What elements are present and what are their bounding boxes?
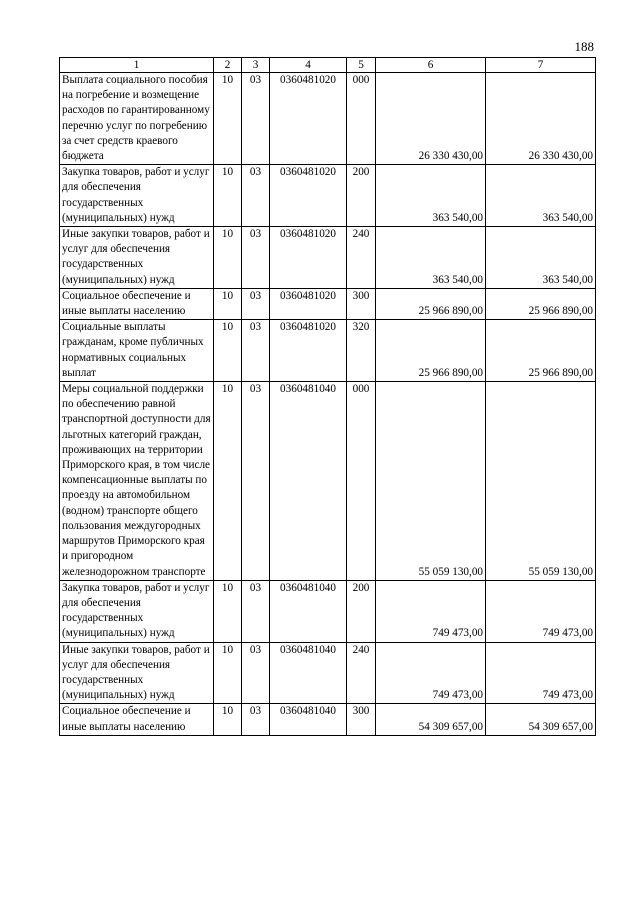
row-amount-2: 55 059 130,00 [486, 382, 596, 581]
row-name: Социальное обеспечение и иные выплаты населению [60, 704, 214, 735]
row-target-article: 0360481040 [270, 580, 347, 642]
row-amount-1: 25 966 890,00 [376, 320, 486, 382]
row-section: 10 [214, 382, 242, 581]
row-amount-1: 363 540,00 [376, 165, 486, 227]
row-amount-1: 54 309 657,00 [376, 704, 486, 735]
row-amount-2: 749 473,00 [486, 580, 596, 642]
table-row [60, 320, 596, 382]
table-row [60, 227, 596, 289]
row-subsection: 03 [242, 165, 270, 227]
row-section: 10 [214, 642, 242, 704]
row-target-article: 0360481020 [270, 227, 347, 289]
row-section: 10 [214, 227, 242, 289]
row-name: Меры социальной поддержки по обеспечению равной транспортной доступности для льготных категорий граждан, проживающих на территории Приморского края, в том числе компенсационные выплаты по проезду на автомобильном (водном) транспорте общего пользования междугородных маршрутов Приморского края и пригородном железнодорожном транспорте [60, 382, 214, 581]
row-expense-type: 300 [347, 704, 376, 735]
row-target-article: 0360481040 [270, 382, 347, 581]
col-header-2: 2 [214, 58, 242, 73]
row-expense-type: 300 [347, 288, 376, 319]
table-row [60, 382, 596, 581]
row-expense-type: 200 [347, 165, 376, 227]
col-header-5: 5 [347, 58, 376, 73]
row-expense-type: 320 [347, 320, 376, 382]
row-expense-type: 240 [347, 227, 376, 289]
budget-table [59, 57, 596, 736]
row-amount-1: 25 966 890,00 [376, 288, 486, 319]
row-target-article: 0360481020 [270, 320, 347, 382]
row-subsection: 03 [242, 382, 270, 581]
row-section: 10 [214, 704, 242, 735]
row-expense-type: 000 [347, 382, 376, 581]
col-header-1: 1 [60, 58, 214, 73]
row-target-article: 0360481020 [270, 165, 347, 227]
row-section: 10 [214, 580, 242, 642]
col-header-7: 7 [486, 58, 596, 73]
row-name: Социальное обеспечение и иные выплаты населению [60, 288, 214, 319]
row-target-article: 0360481020 [270, 288, 347, 319]
row-section: 10 [214, 288, 242, 319]
row-amount-1: 26 330 430,00 [376, 73, 486, 165]
row-expense-type: 240 [347, 642, 376, 704]
row-target-article: 0360481040 [270, 642, 347, 704]
row-section: 10 [214, 320, 242, 382]
table-row [60, 642, 596, 704]
row-section: 10 [214, 165, 242, 227]
row-amount-2: 25 966 890,00 [486, 288, 596, 319]
table-row [60, 73, 596, 165]
row-amount-1: 749 473,00 [376, 580, 486, 642]
row-amount-2: 54 309 657,00 [486, 704, 596, 735]
table-row [60, 704, 596, 735]
row-amount-1: 55 059 130,00 [376, 382, 486, 581]
row-target-article: 0360481020 [270, 73, 347, 165]
row-section: 10 [214, 73, 242, 165]
page-number: 188 [574, 39, 594, 54]
row-expense-type: 000 [347, 73, 376, 165]
row-name: Иные закупки товаров, работ и услуг для обеспечения государственных (муниципальных) нужд [60, 642, 214, 704]
row-amount-2: 749 473,00 [486, 642, 596, 704]
col-header-6: 6 [376, 58, 486, 73]
col-header-4: 4 [270, 58, 347, 73]
row-name: Иные закупки товаров, работ и услуг для обеспечения государственных (муниципальных) нужд [60, 227, 214, 289]
row-subsection: 03 [242, 73, 270, 165]
row-amount-2: 25 966 890,00 [486, 320, 596, 382]
table-row [60, 165, 596, 227]
row-target-article: 0360481040 [270, 704, 347, 735]
row-subsection: 03 [242, 320, 270, 382]
table-row [60, 580, 596, 642]
row-amount-2: 363 540,00 [486, 165, 596, 227]
row-amount-2: 26 330 430,00 [486, 73, 596, 165]
row-amount-1: 363 540,00 [376, 227, 486, 289]
row-name: Социальные выплаты гражданам, кроме публичных нормативных социальных выплат [60, 320, 214, 382]
row-name: Закупка товаров, работ и услуг для обеспечения государственных (муниципальных) нужд [60, 165, 214, 227]
row-subsection: 03 [242, 580, 270, 642]
row-subsection: 03 [242, 288, 270, 319]
row-expense-type: 200 [347, 580, 376, 642]
row-amount-1: 749 473,00 [376, 642, 486, 704]
header-row [60, 58, 596, 73]
row-name: Выплата социального пособия на погребение и возмещение расходов по гарантированному перечню услуг по погребению за счет средств краевого бюджета [60, 73, 214, 165]
row-amount-2: 363 540,00 [486, 227, 596, 289]
row-name: Закупка товаров, работ и услуг для обеспечения государственных (муниципальных) нужд [60, 580, 214, 642]
row-subsection: 03 [242, 704, 270, 735]
table-row [60, 288, 596, 319]
row-subsection: 03 [242, 227, 270, 289]
row-subsection: 03 [242, 642, 270, 704]
col-header-3: 3 [242, 58, 270, 73]
